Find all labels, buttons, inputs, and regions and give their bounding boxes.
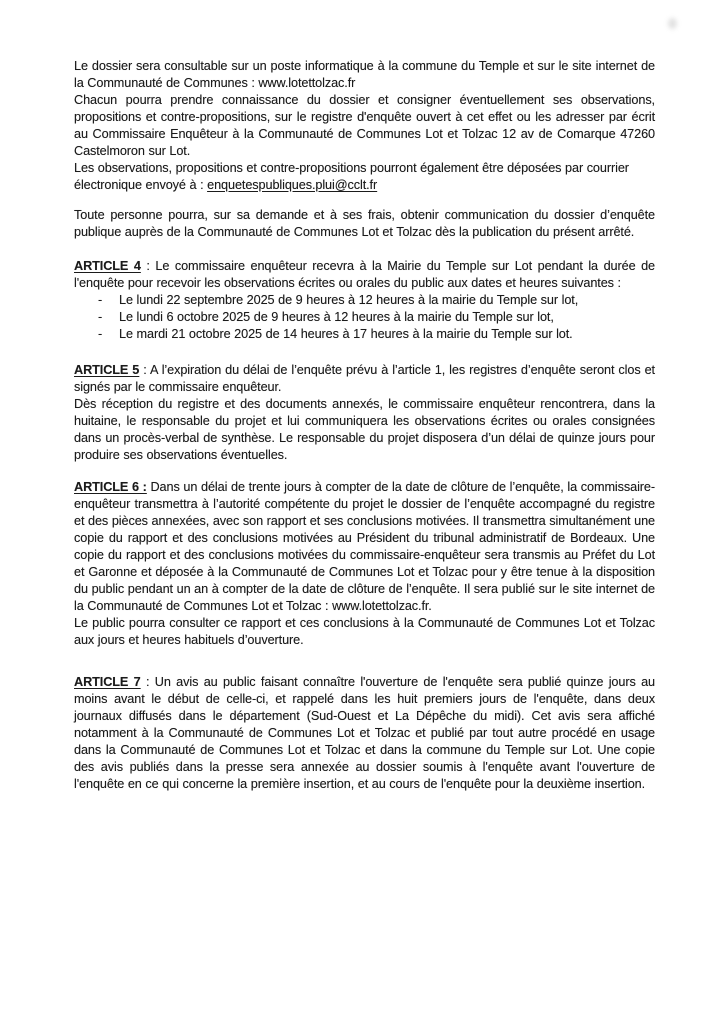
scan-artifact (668, 18, 677, 29)
article-7-heading: ARTICLE 7 (74, 675, 141, 689)
article-5-section (74, 362, 655, 464)
dash-bullet: - (98, 327, 103, 341)
article-5-paragraph-2: Dès réception du registre et des documents annexés, le commissaire enquêteur rencontrera, dans la huitaine, le responsable du projet et lui communiquera les observations écrites ou orales consignées dans un procès-verbal de synthèse. Le responsable du projet disposera d’un délai de quinze jours pour produire ses observations éventuelles. (74, 397, 655, 462)
article-5-separator: : (139, 363, 151, 377)
list-item (74, 326, 655, 343)
hearing-date-3: Le mardi 21 octobre 2025 de 14 heures à 17 heures à la mairie du Temple sur lot. (119, 327, 573, 341)
article-6-paragraph-1 (74, 479, 655, 615)
article-4-section (74, 258, 655, 343)
article-7-separator: : (140, 675, 155, 689)
dash-bullet: - (98, 310, 103, 324)
article-4-paragraph (74, 258, 655, 292)
article-7-section (74, 674, 655, 793)
hearing-date-2: Le lundi 6 octobre 2025 de 9 heures à 12 heures à la mairie du Temple sur lot, (119, 310, 554, 324)
paragraph-communication-dossier: Toute personne pourra, sur sa demande et à ses frais, obtenir communication du dossier d’enquête publique auprès de la Communauté de Communes Lot et Tolzac dès la publication du présent arrêté. (74, 208, 655, 239)
paragraph-chacun-pourra: Chacun pourra prendre connaissance du dossier et consigner éventuellement ses observations, propositions et contre-propositions, sur le registre d'enquête ouvert à cet effet ou les adresser par écrit au Commissaire Enquêteur à la Communauté de Communes Lot et Tolzac 12 av de Comarque 47260 Castelmoron sur Lot. (74, 93, 655, 158)
article-7-body: Un avis au public faisant connaître l'ouverture de l'enquête sera publié quinze jours au moins avant le début de celle-ci, et rappelé dans les huit premiers jours de l'enquête, dans deux journaux diffusés dans le département (Sud-Ouest et La Dépêche du midi). Cet avis sera affiché notamment à la Communauté de Communes Lot et Tolzac et publié par tout autre procédé en usage dans la Communauté de Communes Lot et Tolzac et dans la commune du Temple sur Lot. Une copie des avis publiés dans la presse sera annexée au dossier soumis à l'enquête avant l'ouverture de l'enquête en ce qui concerne la première insertion, et au cours de l'enquête pour la deuxième insertion. (74, 675, 655, 791)
dash-bullet: - (98, 293, 103, 307)
article-7-paragraph (74, 674, 655, 793)
article-6-body-1: Dans un délai de trente jours à compter de la date de clôture de l’enquête, la commissaire-enquêteur transmettra à l’autorité compétente du projet le dossier de l’enquête accompagné du registre et des pièces annexées, avec son rapport et ses conclusions motivées. Il transmettra simultanément une copie du rapport et des conclusions motivées au Président du tribunal administratif de Bordeaux. Une copie du rapport et des conclusions motivées du commissaire-enquêteur sera transmis au Préfet du Lot et Garonne et déposée à la Communauté de Communes Lot et Tolzac pour y être tenue à la disposition du public pendant un an à compter de la date de clôture de l’enquête. Il sera publié sur le site internet de la Communauté de Communes Lot et Tolzac : www.lotettolzac.fr. (74, 480, 655, 613)
list-item (74, 309, 655, 326)
paragraph-observations-courrier (74, 160, 655, 194)
list-item (74, 292, 655, 309)
article-5-body-1: A l’expiration du délai de l’enquête prévu à l’article 1, les registres d’enquête seront clos et signés par le commissaire enquêteur. (74, 363, 655, 394)
article-5-heading: ARTICLE 5 (74, 363, 140, 377)
article-4-body: Le commissaire enquêteur recevra à la Mairie du Temple sur Lot pendant la durée de l'enquête pour recevoir les observations écrites ou orales du public aux dates et heures suivantes : (74, 259, 656, 290)
article-5-paragraph-1 (74, 362, 655, 396)
article-6-paragraph-2: Le public pourra consulter ce rapport et ces conclusions à la Communauté de Communes Lot et Tolzac aux jours et heures habituels d’ouverture. (74, 616, 655, 647)
article-6-heading: ARTICLE 6 : (74, 480, 147, 494)
hearing-date-1: Le lundi 22 septembre 2025 de 9 heures à 12 heures à la mairie du Temple sur lot, (119, 293, 579, 307)
article-4-separator: : (140, 259, 156, 273)
intro-section (74, 58, 655, 194)
paragraph-dossier-consultable: Le dossier sera consultable sur un poste informatique à la commune du Temple et sur le site internet de la Communauté de Communes : www.lotettolzac.fr (74, 59, 655, 90)
email-link[interactable]: enquetespubliques.plui@cclt.fr (207, 178, 378, 192)
document-content (74, 58, 655, 793)
paragraph-observations-text: Les observations, propositions et contre-propositions pourront également être déposées par courrier électronique envoyé à : (74, 161, 629, 192)
article-6-section (74, 479, 655, 649)
hearing-dates-list (74, 292, 655, 343)
article-4-heading: ARTICLE 4 (74, 259, 141, 273)
